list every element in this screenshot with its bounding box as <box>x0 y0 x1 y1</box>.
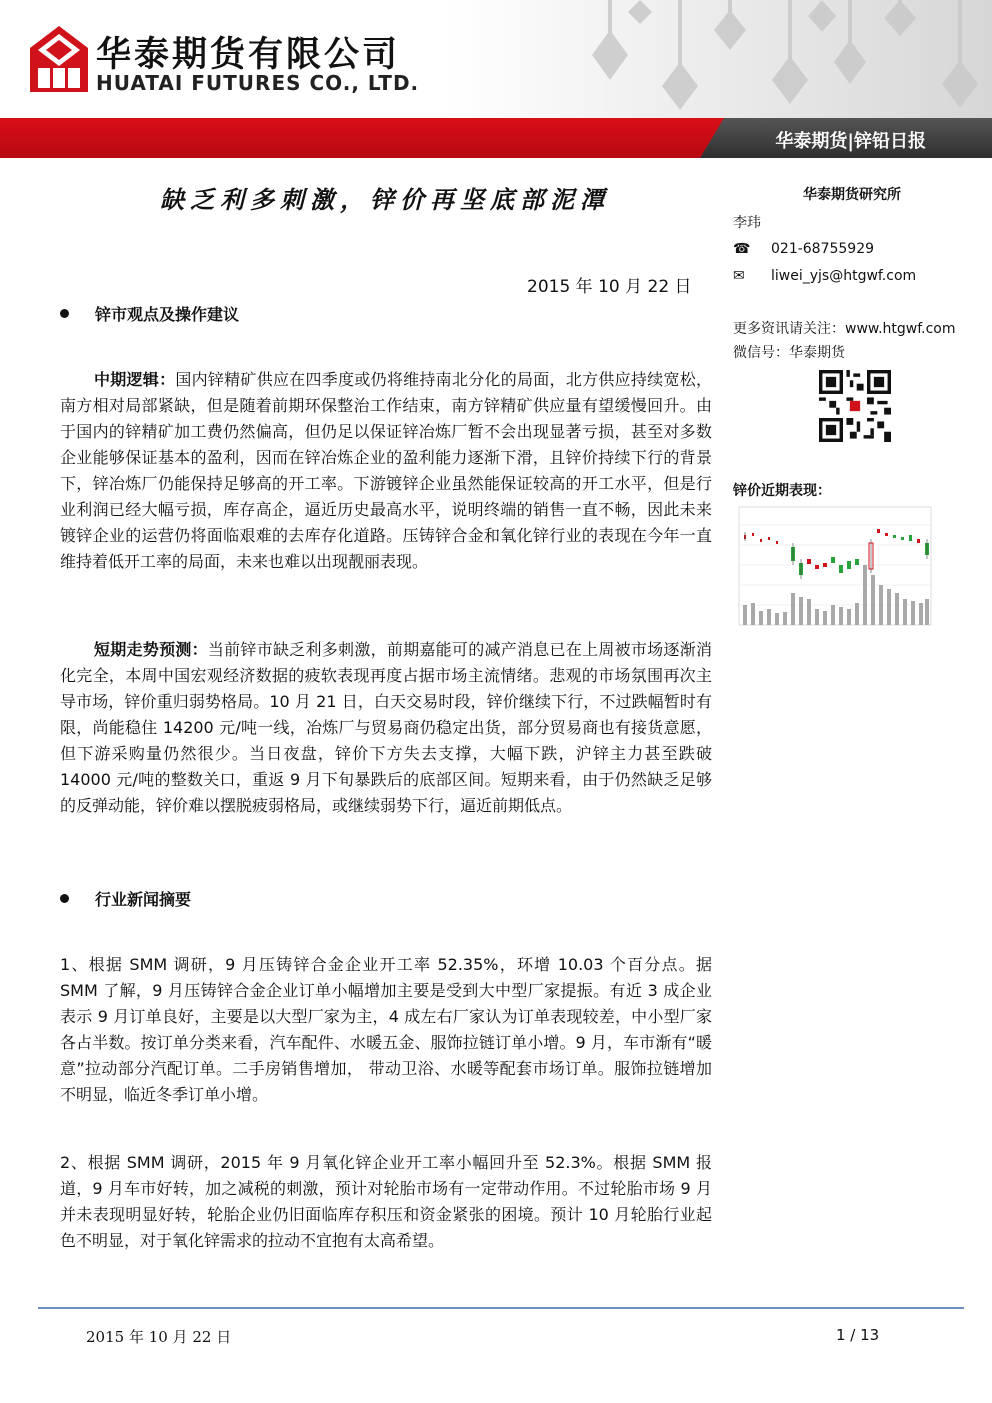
section-heading-view <box>60 302 239 325</box>
chart-label: 锌价近期表现： <box>733 483 831 499</box>
qr-code-icon <box>819 370 891 442</box>
report-date: 2015 年 10 月 22 日 <box>527 277 692 297</box>
phone-icon: ☎ <box>733 241 751 257</box>
huatai-logo <box>30 26 88 92</box>
news-item-1: 1、根据 SMM 调研，9 月压铸锌合金企业开工率 52.35%，环增 10.03 个百分点。据 SMM 了解，9 月压铸锌合金企业订单小幅增加主要是受到大中型厂家提振。有近 3 成企业表示 9 月订单良好，主要是以大型厂家为主，4 成左右厂家认为订单表现较差，中小型厂家各占半数。按订单分类来看，汽车配件、水暖五金、服饰拉链订单小增。9 月，车市渐有“暖意”拉动部分汽配订单。二手房销售增加， 带动卫浴、水暖等配套市场订单。服饰拉链增加不明显，临近冬季订单小增。 <box>60 955 712 1104</box>
analyst-name: 李玮 <box>733 215 761 231</box>
more-info: 更多资讯请关注：www.htgwf.com <box>733 321 956 337</box>
section-heading-text: 锌市观点及操作建议 <box>95 305 240 324</box>
section-heading-news <box>60 887 191 910</box>
mid-term-paragraph <box>60 367 712 575</box>
short-term-lead: 短期走势预测： <box>94 640 208 659</box>
header-red-bar <box>0 118 992 158</box>
footer-divider <box>38 1307 964 1309</box>
company-name-cn: 华泰期货有限公司 <box>96 35 401 75</box>
short-term-paragraph <box>60 637 712 819</box>
zinc-price-mini-chart <box>733 505 963 635</box>
page-header <box>0 0 992 118</box>
section-heading-text: 行业新闻摘要 <box>95 890 192 909</box>
decorative-diamond-pattern <box>560 0 992 118</box>
page-number: 1 / 13 <box>836 1326 880 1344</box>
footer-date: 2015 年 10 月 22 日 <box>86 1328 232 1346</box>
email-row <box>733 268 916 284</box>
email-icon: ✉ <box>733 268 745 284</box>
bullet-icon <box>60 894 69 903</box>
news-item-2: 2、根据 SMM 调研，2015 年 9 月氧化锌企业开工率小幅回升至 52.3%。根据 SMM 报道，9 月车市好转，加之减税的刺激，预计对轮胎市场有一定带动作用。不过轮胎市场 9 月并未表现明显好转，轮胎企业仍旧面临库存积压和资金紧张的困境。预计 10 月轮胎行业起色不明显，对于氧化锌需求的拉动不宜抱有太高希望。 <box>60 1153 712 1250</box>
report-name: 华泰期货|锌铅日报 <box>775 131 926 152</box>
phone-row <box>733 241 874 257</box>
report-title: 缺乏利多刺激，锌价再坚底部泥潭 <box>160 185 610 214</box>
phone-number: 021-68755929 <box>771 241 875 257</box>
mid-term-lead: 中期逻辑： <box>94 370 176 389</box>
institute-name: 华泰期货研究所 <box>803 187 901 203</box>
company-name-en: HUATAI FUTURES CO., LTD. <box>96 71 420 95</box>
email-address[interactable]: liwei_yjs@htgwf.com <box>771 268 917 284</box>
wechat-id: 微信号：华泰期货 <box>733 345 845 361</box>
bullet-icon <box>60 309 69 318</box>
mid-term-text: 国内锌精矿供应在四季度或仍将维持南北分化的局面，北方供应持续宽松，南方相对局部紧缺，但是随着前期环保整治工作结束，南方锌精矿供应量有望缓慢回升。由于国内的锌精矿加工费仍然偏高，但仍足以保证锌冶炼厂暂不会出现显著亏损，甚至对多数企业能够保证基本的盈利，因而在锌冶炼企业的盈利能力逐渐下滑，且锌价持续下行的背景下，锌冶炼厂仍能保持足够高的开工率。下游镀锌企业虽然能保证较高的开工水平，但是行业利润已经大幅亏损，库存高企，逼近历史最高水平，说明终端的销售一直不畅，因此未来镀锌企业的运营仍将面临艰难的去库存化道路。压铸锌合金和氧化锌行业的表现在今年一直维持着低开工率的局面，未来也难以出现靓丽表现。 <box>60 370 712 571</box>
short-term-text: 当前锌市缺乏利多刺激，前期嘉能可的减产消息已在上周被市场逐渐消化完全，本周中国宏观经济数据的疲软表现再度占据市场主流情绪。悲观的市场氛围再次主导市场，锌价重归弱势格局。10 月 21 日，白天交易时段，锌价继续下行，不过跌幅暂时有限，尚能稳住 14200 元/吨一线，冶炼厂与贸易商仍稳定出货，部分贸易商也有接货意愿，但下游采购量仍然很少。当日夜盘，锌价下方失去支撑，大幅下跌，沪锌主力甚至跌破 14000 元/吨的整数关口，重返 9 月下旬暴跌后的底部区间。短期来看，由于仍然缺乏足够的反弹动能，锌价难以摆脱疲弱格局，或继续弱势下行，逼近前期低点。 <box>60 640 712 815</box>
